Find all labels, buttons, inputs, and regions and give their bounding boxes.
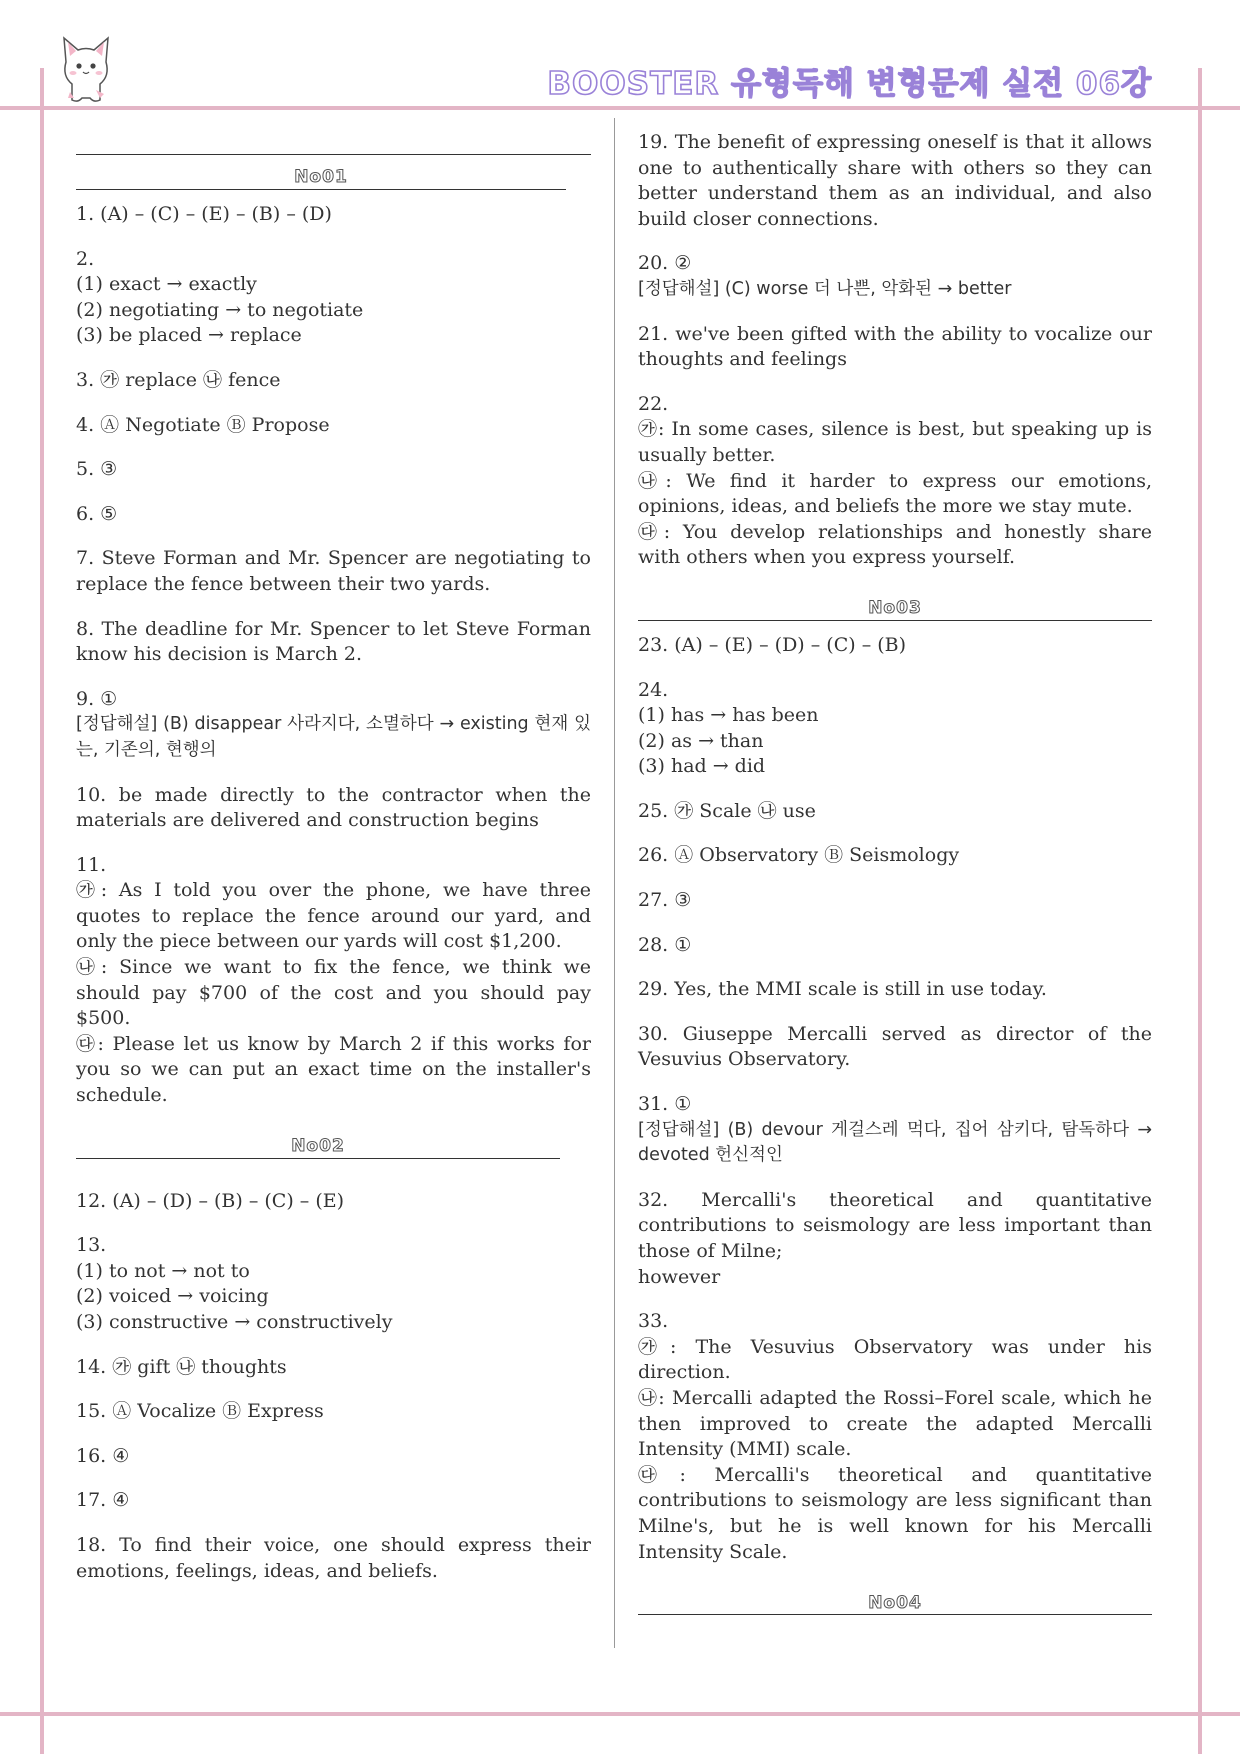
answer-26: 26. Ⓐ Observatory Ⓑ Seismology [638, 844, 960, 867]
answer-16: 16. ④ [76, 1444, 130, 1467]
answer-31: 31. ① [정답해설] (B) devour 게걸스레 먹다, 집어 삼키다, 탐독하다 → devoted 헌신적인 [638, 1093, 1152, 1166]
answer-8: 8. The deadline for Mr. Spencer to let Steve Forman know his decision is March 2. [76, 617, 591, 666]
answer-14: 14. ㉮ gift ㉯ thoughts [76, 1355, 287, 1378]
answer-10: 10. be made directly to the contractor when the materials are delivered and construction begins [76, 783, 591, 832]
frame-bottom-line [0, 1712, 1240, 1716]
top-rule [76, 130, 591, 155]
answer-13: 13. (1) to not → not to (2) voiced → voicing (3) constructive → constructively [76, 1234, 393, 1333]
frame-left-line [40, 68, 44, 1754]
answer-11: 11. ㉮: As I told you over the phone, we have three quotes to replace the fence around our yard, and only the piece between our yards will cost $1,200. ㉯: Since we want to fix the fence, we think we should pay $700 of the cost and you should pay $500. ㉰: Please let us know by March 2 if this works for you so we can put an exact time on the installer's schedule. [76, 853, 591, 1107]
answer-9: 9. ① [정답해설] (B) disappear 사라지다, 소멸하다 → existing 현재 있는, 기존의, 현행의 [76, 687, 591, 760]
answer-30: 30. Giuseppe Mercalli served as director of the Vesuvius Observatory. [638, 1022, 1152, 1071]
answer-19: 19. The benefit of expressing oneself is that it allows one to authentically share with others so they can better understand them as an individual, and also build closer connections. [638, 131, 1152, 230]
answer-20: 20. ② [정답해설] (C) worse 더 나쁜, 악화된 → better [638, 252, 1012, 299]
frame-top-line [0, 106, 1240, 110]
answer-17: 17. ④ [76, 1489, 130, 1512]
answer-22: 22. ㉮: In some cases, silence is best, but speaking up is usually better. ㉯: We find it harder to express our emotions, opinions, ideas, and beliefs the more we stay mute. ㉰: You develop relationships and honestly share with others when you express yourself. [638, 392, 1152, 569]
answer-2: 2. (1) exact → exactly (2) negotiating → to negotiate (3) be placed → replace [76, 247, 364, 347]
answer-4: 4. Ⓐ Negotiate Ⓑ Propose [76, 413, 330, 436]
answer-29: 29. Yes, the MMI scale is still in use today. [638, 978, 1047, 1001]
answer-1: 1. (A) – (C) – (E) – (B) – (D) [76, 203, 332, 225]
answer-25: 25. ㉮ Scale ㉯ use [638, 799, 816, 822]
section-heading-03: No03 [638, 590, 1152, 621]
answer-6: 6. ⑤ [76, 502, 118, 525]
right-column [638, 130, 1152, 1627]
answer-33: 33. ㉮: The Vesuvius Observatory was under his direction. ㉯: Mercalli adapted the Rossi–Forel scale, which he then improved to create the adapted Mercalli Intensity (MMI) scale. ㉰: Mercalli's theoretical and quantitative contributions to seismology are less significant than Milne's, but he is well known for his Mercalli Intensity Scale. [638, 1310, 1152, 1563]
answer-15: 15. Ⓐ Vocalize Ⓑ Express [76, 1400, 324, 1423]
answer-27: 27. ③ [638, 889, 692, 912]
frame-right-line [1198, 68, 1202, 1754]
answer-24: 24. (1) has → has been (2) as → than (3) had → did [638, 678, 819, 778]
answer-28: 28. ① [638, 933, 692, 956]
answer-21: 21. we've been gifted with the ability to vocalize our thoughts and feelings [638, 322, 1152, 371]
left-column [76, 130, 591, 1603]
answer-5: 5. ③ [76, 458, 118, 481]
cat-mascot-icon [56, 32, 116, 104]
section-heading-02: No02 [76, 1128, 560, 1159]
answer-23: 23. (A) – (E) – (D) – (C) – (B) [638, 633, 907, 656]
page-title: BOOSTER 유형독해 변형문제 실전 06강 [547, 66, 1152, 102]
answer-3: 3. ㉮ replace ㉯ fence [76, 368, 281, 391]
section-heading-01: No01 [76, 159, 566, 190]
answer-7: 7. Steve Forman and Mr. Spencer are negotiating to replace the fence between their two yards. [76, 547, 591, 595]
answer-12: 12. (A) – (D) – (B) – (C) – (E) [76, 1189, 345, 1212]
section-heading-04: No04 [638, 1584, 1152, 1615]
answer-18: 18. To find their voice, one should express their emotions, feelings, ideas, and beliefs. [76, 1533, 591, 1582]
column-divider [614, 118, 615, 1648]
answer-32: 32. Mercalli's theoretical and quantitative contributions to seismology are less important than those of Milne; however [638, 1188, 1152, 1288]
